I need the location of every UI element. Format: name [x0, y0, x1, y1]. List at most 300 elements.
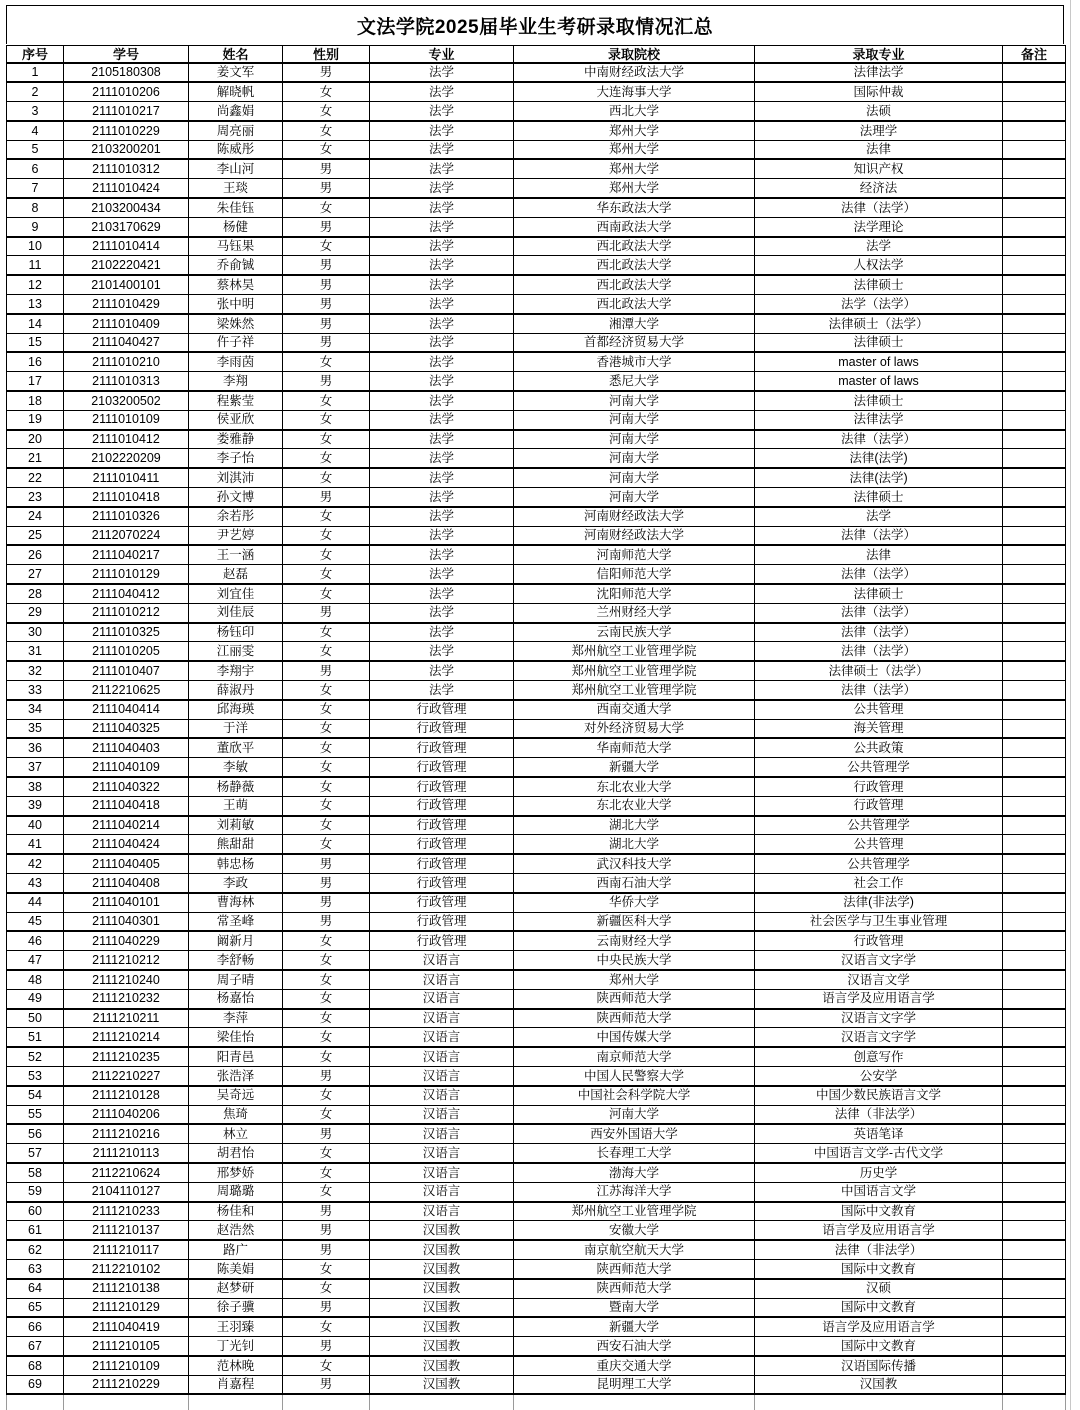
cell-major: 行政管理 — [370, 738, 514, 757]
cell-student-id: 2111210214 — [64, 1028, 189, 1047]
cell-name: 姜文军 — [189, 63, 283, 82]
table-row — [7, 1202, 1066, 1221]
cell-major: 汉国教 — [370, 1337, 514, 1356]
cell-admit-school: 西北政法大学 — [514, 237, 755, 256]
cell-remark — [1003, 1240, 1066, 1259]
cell-gender: 男 — [283, 893, 370, 912]
cell-major: 法学 — [370, 275, 514, 294]
cell-seq: 8 — [7, 198, 64, 217]
cell-student-id: 2111210229 — [64, 1375, 189, 1394]
cell-seq: 23 — [7, 488, 64, 507]
cell-name: 肖嘉程 — [189, 1375, 283, 1394]
cell-student-id: 2111010424 — [64, 179, 189, 198]
table-row — [7, 623, 1066, 642]
cell-gender: 男 — [283, 488, 370, 507]
cell-name: 董欣平 — [189, 738, 283, 757]
cell-admit-school: 东北农业大学 — [514, 796, 755, 815]
cell-name: 焦琦 — [189, 1105, 283, 1124]
cell-name: 吴奇远 — [189, 1086, 283, 1105]
cell-admit-major: 国际中文教育 — [755, 1202, 1003, 1221]
table-row — [7, 873, 1066, 892]
cell-admit-major: 语言学及应用语言学 — [755, 989, 1003, 1008]
cell-name: 杨静薇 — [189, 777, 283, 796]
cell-admit-school: 华南师范大学 — [514, 738, 755, 757]
cell-student-id: 2104110127 — [64, 1182, 189, 1201]
cell-gender: 女 — [283, 545, 370, 564]
table-row — [7, 1105, 1066, 1124]
cell-remark — [1003, 82, 1066, 101]
cell-name: 杨钰印 — [189, 623, 283, 642]
cell-admit-major: 中国语言文学-古代文学 — [755, 1144, 1003, 1163]
cell-admit-school: 长春理工大学 — [514, 1144, 755, 1163]
cell-major — [370, 1394, 514, 1410]
cell-major: 行政管理 — [370, 758, 514, 777]
cell-name: 曹海林 — [189, 893, 283, 912]
cell-admit-school: 中国传媒大学 — [514, 1028, 755, 1047]
cell-remark — [1003, 545, 1066, 564]
cell-remark — [1003, 1009, 1066, 1028]
cell-major: 行政管理 — [370, 854, 514, 873]
cell-student-id: 2111040403 — [64, 738, 189, 757]
cell-remark — [1003, 1394, 1066, 1410]
cell-name: 邱海瑛 — [189, 700, 283, 719]
cell-remark — [1003, 1182, 1066, 1201]
cell-admit-school: 西安外国语大学 — [514, 1124, 755, 1143]
cell-admit-school: 陕西师范大学 — [514, 989, 755, 1008]
cell-admit-school: 湖北大学 — [514, 816, 755, 835]
cell-seq: 51 — [7, 1028, 64, 1047]
cell-admit-school: 陕西师范大学 — [514, 1009, 755, 1028]
sheet-edge-gridline — [1070, 0, 1071, 1410]
cell-student-id: 2111210128 — [64, 1086, 189, 1105]
cell-name: 李舒畅 — [189, 951, 283, 970]
cell-name: 李翔 — [189, 372, 283, 391]
cell-major: 法学 — [370, 507, 514, 526]
cell-seq: 66 — [7, 1317, 64, 1336]
cell-seq: 10 — [7, 237, 64, 256]
table-row — [7, 642, 1066, 661]
table-row — [7, 1047, 1066, 1066]
cell-gender: 女 — [283, 526, 370, 545]
cell-seq: 9 — [7, 217, 64, 236]
cell-gender: 男 — [283, 912, 370, 931]
cell-student-id: 2112210102 — [64, 1259, 189, 1278]
cell-name: 赵梦研 — [189, 1279, 283, 1298]
cell-seq: 55 — [7, 1105, 64, 1124]
cell-major: 法学 — [370, 526, 514, 545]
table-row — [7, 179, 1066, 198]
cell-seq: 27 — [7, 565, 64, 584]
cell-gender: 女 — [283, 1163, 370, 1182]
cell-gender: 女 — [283, 449, 370, 468]
cell-admit-school: 河南大学 — [514, 410, 755, 429]
cell-major: 行政管理 — [370, 816, 514, 835]
cell-admit-major: master of laws — [755, 372, 1003, 391]
cell-name: 周子晴 — [189, 970, 283, 989]
cell-major: 汉国教 — [370, 1221, 514, 1240]
cell-admit-major: 行政管理 — [755, 777, 1003, 796]
cell-major: 汉语言 — [370, 1182, 514, 1201]
cell-remark — [1003, 1047, 1066, 1066]
cell-name: 韩忠杨 — [189, 854, 283, 873]
cell-seq: 17 — [7, 372, 64, 391]
cell-student-id: 2111010407 — [64, 661, 189, 680]
cell-gender: 女 — [283, 410, 370, 429]
cell-student-id: 2111040419 — [64, 1317, 189, 1336]
cell-name: 李敏 — [189, 758, 283, 777]
cell-admit-school: 河南大学 — [514, 468, 755, 487]
cell-student-id: 2111010418 — [64, 488, 189, 507]
column-header-student-id: 学号 — [64, 46, 189, 64]
cell-student-id: 2111210212 — [64, 951, 189, 970]
cell-student-id: 2111010411 — [64, 468, 189, 487]
cell-student-id: 2111010313 — [64, 372, 189, 391]
cell-name: 路广 — [189, 1240, 283, 1259]
cell-admit-major: 法律硕士 — [755, 333, 1003, 352]
cell-seq: 35 — [7, 719, 64, 738]
cell-seq: 41 — [7, 835, 64, 854]
table-row — [7, 700, 1066, 719]
cell-admit-school: 悉尼大学 — [514, 372, 755, 391]
cell-remark — [1003, 719, 1066, 738]
cell-name: 尚鑫娟 — [189, 102, 283, 121]
cell-major: 法学 — [370, 642, 514, 661]
table-row — [7, 1240, 1066, 1259]
cell-remark — [1003, 603, 1066, 622]
table-row — [7, 372, 1066, 391]
table-row — [7, 410, 1066, 429]
cell-remark — [1003, 237, 1066, 256]
cell-admit-major: 法律硕士（法学） — [755, 314, 1003, 333]
table-row — [7, 912, 1066, 931]
table-row — [7, 314, 1066, 333]
table-row — [7, 565, 1066, 584]
cell-seq: 6 — [7, 159, 64, 178]
cell-admit-major: 汉语言文字学 — [755, 1028, 1003, 1047]
cell-student-id: 2112070224 — [64, 526, 189, 545]
table-row — [7, 854, 1066, 873]
cell-name: 阚新月 — [189, 931, 283, 950]
cell-student-id: 2111210113 — [64, 1144, 189, 1163]
table-row — [7, 488, 1066, 507]
cell-name: 李政 — [189, 873, 283, 892]
cell-admit-school: 西南交通大学 — [514, 700, 755, 719]
cell-gender: 女 — [283, 738, 370, 757]
cell-gender: 女 — [283, 352, 370, 371]
cell-name: 李子怡 — [189, 449, 283, 468]
cell-major: 法学 — [370, 102, 514, 121]
cell-name: 解晓帆 — [189, 82, 283, 101]
cell-gender: 女 — [283, 970, 370, 989]
cell-admit-school: 首都经济贸易大学 — [514, 333, 755, 352]
cell-admit-major: 社会医学与卫生事业管理 — [755, 912, 1003, 931]
cell-remark — [1003, 835, 1066, 854]
cell-admit-school: 云南民族大学 — [514, 623, 755, 642]
cell-seq: 43 — [7, 873, 64, 892]
cell-admit-major: 法学 — [755, 507, 1003, 526]
cell-gender: 女 — [283, 507, 370, 526]
cell-gender: 女 — [283, 584, 370, 603]
cell-major: 法学 — [370, 372, 514, 391]
cell-name: 李山河 — [189, 159, 283, 178]
cell-admit-major: 汉硕 — [755, 1279, 1003, 1298]
table-row — [7, 970, 1066, 989]
table-row — [7, 1009, 1066, 1028]
cell-student-id: 2103200201 — [64, 140, 189, 159]
cell-student-id: 2111010429 — [64, 295, 189, 314]
cell-major: 法学 — [370, 623, 514, 642]
cell-remark — [1003, 1028, 1066, 1047]
cell-seq: 3 — [7, 102, 64, 121]
cell-admit-school: 河南大学 — [514, 391, 755, 410]
cell-gender: 女 — [283, 681, 370, 700]
cell-major: 法学 — [370, 584, 514, 603]
cell-gender: 男 — [283, 1337, 370, 1356]
cell-admit-school: 河南财经政法大学 — [514, 507, 755, 526]
column-header-admit-major: 录取专业 — [755, 46, 1003, 64]
cell-gender: 女 — [283, 1356, 370, 1375]
cell-admit-major: 国际仲裁 — [755, 82, 1003, 101]
cell-seq: 64 — [7, 1279, 64, 1298]
cell-admit-major: 法律硕士 — [755, 488, 1003, 507]
cell-name: 熊甜甜 — [189, 835, 283, 854]
cell-student-id: 2111040214 — [64, 816, 189, 835]
cell-gender: 男 — [283, 854, 370, 873]
cell-student-id: 2111210216 — [64, 1124, 189, 1143]
cell-gender: 女 — [283, 237, 370, 256]
cell-admit-school: 新疆大学 — [514, 758, 755, 777]
cell-remark — [1003, 410, 1066, 429]
table-row — [7, 63, 1066, 82]
cell-seq: 48 — [7, 970, 64, 989]
cell-remark — [1003, 507, 1066, 526]
cell-admit-major: 法律法学 — [755, 63, 1003, 82]
cell-student-id: 2105180308 — [64, 63, 189, 82]
cell-seq: 58 — [7, 1163, 64, 1182]
cell-major: 法学 — [370, 159, 514, 178]
table-row — [7, 816, 1066, 835]
cell-admit-school: 昆明理工大学 — [514, 1375, 755, 1394]
cell-student-id: 2111210235 — [64, 1047, 189, 1066]
column-header-name: 姓名 — [189, 46, 283, 64]
cell-name: 蔡林昊 — [189, 275, 283, 294]
cell-admit-school: 河南大学 — [514, 449, 755, 468]
cell-name: 陈威彤 — [189, 140, 283, 159]
cell-gender: 男 — [283, 256, 370, 275]
cell-seq: 56 — [7, 1124, 64, 1143]
cell-student-id: 2111010312 — [64, 159, 189, 178]
cell-major: 法学 — [370, 391, 514, 410]
table-row — [7, 1259, 1066, 1278]
cell-seq: 26 — [7, 545, 64, 564]
cell-name: 余若彤 — [189, 507, 283, 526]
cell-seq: 67 — [7, 1337, 64, 1356]
cell-gender: 男 — [283, 1375, 370, 1394]
cell-admit-school: 信阳师范大学 — [514, 565, 755, 584]
cell-admit-major: 法律(法学) — [755, 468, 1003, 487]
table-row — [7, 333, 1066, 352]
cell-student-id: 2111210240 — [64, 970, 189, 989]
cell-remark — [1003, 333, 1066, 352]
cell-seq: 1 — [7, 63, 64, 82]
cell-admit-major: 公共管理学 — [755, 816, 1003, 835]
cell-major: 汉语言 — [370, 1009, 514, 1028]
cell-gender: 女 — [283, 1047, 370, 1066]
cell-name: 刘莉敏 — [189, 816, 283, 835]
cell-name: 李翔宇 — [189, 661, 283, 680]
cell-remark — [1003, 584, 1066, 603]
cell-major: 行政管理 — [370, 931, 514, 950]
cell-seq: 61 — [7, 1221, 64, 1240]
cell-remark — [1003, 642, 1066, 661]
cell-admit-school: 河南财经政法大学 — [514, 526, 755, 545]
cell-name: 胡君怡 — [189, 1144, 283, 1163]
cell-remark — [1003, 1317, 1066, 1336]
cell-admit-major: 法律硕士 — [755, 584, 1003, 603]
cell-remark — [1003, 1086, 1066, 1105]
cell-student-id: 2111040405 — [64, 854, 189, 873]
table-row — [7, 468, 1066, 487]
cell-admit-major: 法律（法学） — [755, 623, 1003, 642]
cell-remark — [1003, 1221, 1066, 1240]
cell-student-id: 2111210117 — [64, 1240, 189, 1259]
cell-major: 汉语言 — [370, 989, 514, 1008]
cell-seq: 29 — [7, 603, 64, 622]
cell-major: 行政管理 — [370, 912, 514, 931]
cell-name: 张浩泽 — [189, 1066, 283, 1085]
table-row — [7, 1298, 1066, 1317]
table-row — [7, 1337, 1066, 1356]
table-row — [7, 82, 1066, 101]
cell-major: 行政管理 — [370, 796, 514, 815]
cell-seq: 24 — [7, 507, 64, 526]
cell-remark — [1003, 140, 1066, 159]
cell-remark — [1003, 661, 1066, 680]
cell-major: 行政管理 — [370, 700, 514, 719]
cell-name: 梁佳怡 — [189, 1028, 283, 1047]
table-row — [7, 449, 1066, 468]
cell-gender: 女 — [283, 989, 370, 1008]
cell-admit-school: 郑州航空工业管理学院 — [514, 1202, 755, 1221]
cell-admit-school: 西北大学 — [514, 102, 755, 121]
cell-admit-major: 法律(非法学) — [755, 893, 1003, 912]
cell-student-id: 2111040412 — [64, 584, 189, 603]
cell-admit-school: 武汉科技大学 — [514, 854, 755, 873]
cell-major: 行政管理 — [370, 835, 514, 854]
cell-gender: 女 — [283, 1144, 370, 1163]
cell-admit-major: 国际中文教育 — [755, 1337, 1003, 1356]
cell-admit-major: 法学（法学） — [755, 295, 1003, 314]
cell-major: 汉语言 — [370, 1066, 514, 1085]
cell-admit-major: 中国语言文学 — [755, 1182, 1003, 1201]
cell-major: 汉国教 — [370, 1298, 514, 1317]
cell-student-id: 2101400101 — [64, 275, 189, 294]
cell-student-id: 2111010414 — [64, 237, 189, 256]
table-row — [7, 796, 1066, 815]
cell-name: 于洋 — [189, 719, 283, 738]
cell-admit-major: 国际中文教育 — [755, 1259, 1003, 1278]
cell-student-id: 2111040109 — [64, 758, 189, 777]
cell-name: 仵子祥 — [189, 333, 283, 352]
cell-student-id: 2111040424 — [64, 835, 189, 854]
table-row — [7, 430, 1066, 449]
cell-name: 刘宜佳 — [189, 584, 283, 603]
table-row — [7, 1124, 1066, 1143]
cell-admit-major — [755, 1394, 1003, 1410]
cell-major: 法学 — [370, 198, 514, 217]
cell-admit-school: 西北政法大学 — [514, 256, 755, 275]
cell-gender: 女 — [283, 700, 370, 719]
cell-remark — [1003, 681, 1066, 700]
table-row — [7, 526, 1066, 545]
cell-remark — [1003, 1144, 1066, 1163]
cell-seq: 50 — [7, 1009, 64, 1028]
column-header-admit-school: 录取院校 — [514, 46, 755, 64]
cell-major: 法学 — [370, 565, 514, 584]
cell-admit-school: 沈阳师范大学 — [514, 584, 755, 603]
table-row — [7, 237, 1066, 256]
cell-admit-major: master of laws — [755, 352, 1003, 371]
column-header-gender: 性别 — [283, 46, 370, 64]
cell-student-id: 2111210105 — [64, 1337, 189, 1356]
table-row — [7, 1066, 1066, 1085]
table-row — [7, 275, 1066, 294]
cell-admit-major: 公共政策 — [755, 738, 1003, 757]
cell-major: 法学 — [370, 179, 514, 198]
table-header — [7, 46, 1066, 64]
cell-name: 王一涵 — [189, 545, 283, 564]
cell-admit-major: 法律（非法学） — [755, 1105, 1003, 1124]
table-row — [7, 584, 1066, 603]
cell-admit-school: 陕西师范大学 — [514, 1279, 755, 1298]
cell-remark — [1003, 352, 1066, 371]
cell-remark — [1003, 777, 1066, 796]
cell-student-id: 2111040101 — [64, 893, 189, 912]
cell-seq: 42 — [7, 854, 64, 873]
cell-admit-major: 法学理论 — [755, 217, 1003, 236]
cell-major: 汉语言 — [370, 1086, 514, 1105]
cell-gender: 女 — [283, 121, 370, 140]
cell-gender: 女 — [283, 1105, 370, 1124]
cell-admit-school: 南京师范大学 — [514, 1047, 755, 1066]
partial-empty-row — [7, 1394, 1066, 1410]
cell-admit-major: 法律硕士 — [755, 275, 1003, 294]
cell-student-id: 2111210137 — [64, 1221, 189, 1240]
cell-seq: 30 — [7, 623, 64, 642]
cell-admit-school: 郑州大学 — [514, 159, 755, 178]
table-row — [7, 738, 1066, 757]
table-row — [7, 256, 1066, 275]
table-row — [7, 681, 1066, 700]
column-header-major: 专业 — [370, 46, 514, 64]
cell-remark — [1003, 63, 1066, 82]
cell-seq: 45 — [7, 912, 64, 931]
cell-admit-major: 汉语国际传播 — [755, 1356, 1003, 1375]
cell-admit-major: 公共管理 — [755, 700, 1003, 719]
cell-admit-major: 法律 — [755, 140, 1003, 159]
cell-gender: 男 — [283, 372, 370, 391]
cell-major: 法学 — [370, 121, 514, 140]
cell-major: 汉语言 — [370, 970, 514, 989]
cell-student-id: 2111010129 — [64, 565, 189, 584]
cell-student-id: 2111010210 — [64, 352, 189, 371]
table-row — [7, 661, 1066, 680]
cell-seq: 37 — [7, 758, 64, 777]
cell-gender: 女 — [283, 1009, 370, 1028]
table-row — [7, 121, 1066, 140]
cell-student-id: 2111010409 — [64, 314, 189, 333]
cell-admit-major: 法律（非法学） — [755, 1240, 1003, 1259]
